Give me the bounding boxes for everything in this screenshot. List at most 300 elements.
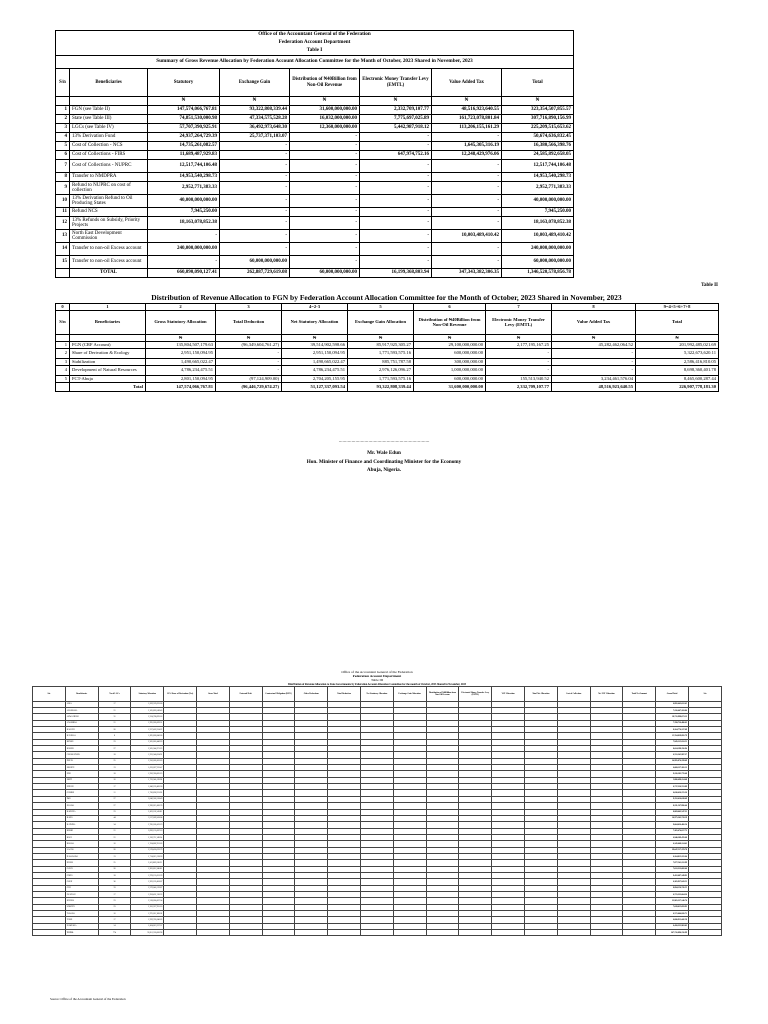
cell-lgc: 16 [98,841,131,847]
row-beneficiary: IMO [65,796,98,802]
cell-blank [393,930,426,936]
table-1-label: Table I [56,47,574,56]
cell-c6: 1,000,000,000.00 [414,366,486,376]
row-beneficiary: Development of Natural Resources [70,366,146,376]
cell-statutory: 2,337,463,914.22 [131,727,164,733]
cell-lgc: 11 [98,790,131,796]
col-header: External Debt [229,686,262,701]
cell-statutory: 2,046,506,318.49 [131,796,164,802]
table-row [56,124,574,133]
cell-lgc: 23 [98,809,131,815]
cell-statutory: 24,937,264,729.39 [148,133,220,142]
currency-cell: ₦ [220,97,290,106]
cell-emtl: 647,974,752.16 [360,151,432,160]
cell-dist: - [290,173,360,182]
cell-grand-total: 6,030,436,155.26 [656,790,689,796]
cell-c2: 2,951,150,094.95 [146,349,216,359]
row-sn: 11 [56,208,70,217]
row-beneficiary: OYO [65,885,98,891]
currency-cell [56,97,70,106]
cell-exchange: - [220,217,290,230]
table-row [56,342,719,349]
col-header: Total Net Amount [623,686,656,701]
cell-grand-total: 6,891,442,012.45 [656,701,689,707]
row-beneficiary: BAUCHI [65,727,98,733]
row-sn: 12 [56,217,70,230]
row-beneficiary: ABIA [65,701,98,707]
total-total: 1,346,520,578,856.78 [502,269,574,278]
col-header: No of LGCs [98,686,131,701]
cell-grand-total: 15,704,829,891.79 [656,733,689,739]
cell-dist: 31,600,000,000.00 [290,106,360,115]
cell-statutory: 1,958,431,210.33 [131,891,164,897]
cell-c8: - [552,366,636,376]
cell-statutory: 14,735,261,082.57 [148,142,220,151]
cell-emtl: 7,775,697,025.89 [360,115,432,124]
cell-lgc: 20 [98,866,131,872]
cell-lgc: 20 [98,847,131,853]
cell-statutory: 1,963,120,458.07 [131,879,164,885]
row-sn: 1 [56,342,70,349]
col-header: Beneficiaries [70,311,146,335]
cell-grand-total: 6,680,911,442.58 [656,917,689,923]
table-row [56,160,574,173]
currency-cell: ₦ [414,335,486,342]
total-sn [56,383,70,392]
cell-dist: 12,360,000,000.00 [290,124,360,133]
row-sn-right [688,930,721,936]
cell-statutory: 1,975,611,308.18 [131,911,164,917]
cell-statutory: 2,390,613,420.70 [131,803,164,809]
cell-statutory: 2,411,063,810.21 [131,860,164,866]
col-sn: S/n [56,69,70,97]
cell-c7: - [486,359,552,366]
cell-blank [492,930,525,936]
cell-lgc: 16 [98,777,131,783]
row-beneficiary: ANAMBRA [65,720,98,726]
cell-statutory: 2,324,768,093.18 [131,714,164,720]
table-3-block [32,670,722,936]
cell-blank [229,930,262,936]
currency-cell: ₦ [146,335,216,342]
row-beneficiary: ADAMAWA [65,708,98,714]
cell-statutory: 74,851,530,000.98 [148,115,220,124]
cell-grand-total: 6,345,008,124.43 [656,841,689,847]
cell-blank [590,930,623,936]
row-beneficiary: GOMBE [65,790,98,796]
col-header: S/n [33,686,66,701]
cell-grand-total: 6,571,004,826.71 [656,911,689,917]
cell-total: 14,953,540,298.73 [502,173,574,182]
total-c9: 226,907,778,181.30 [636,383,719,392]
cell-grand-total: 7,628,015,093.92 [656,904,689,910]
col-header: Value Added Tax [552,311,636,335]
cell-c3: (97,124,909.00) [216,376,282,383]
office-name: Office of the Accountant General of the Federation [56,31,574,40]
cell-vat: - [432,173,502,182]
col-header: Beneficiaries [65,686,98,701]
col-header: S/n [56,311,70,335]
cell-blank [557,930,590,936]
row-beneficiary: YOBE [65,917,98,923]
cell-vat: - [432,182,502,195]
col-header: Cost of Collection [557,686,590,701]
cell-exchange: - [220,173,290,182]
cell-c4: 2,951,150,094.95 [282,349,348,359]
cell-vat: 10,003,489,410.42 [432,230,502,243]
cell-c5: 1,771,593,575.16 [348,376,414,383]
cell-grand-total: 7,945,115,224.51 [656,739,689,745]
table-row [33,930,722,936]
cell-statutory: 2,785,180,413.19 [131,822,164,828]
table-row [56,256,574,269]
cell-c9: 5,322,673,620.11 [636,349,719,359]
cell-dist: - [290,133,360,142]
currency-cell: ₦ [282,335,348,342]
cell-lgc: 14 [98,923,131,929]
cell-grand-total: 6,551,245,987.37 [656,752,689,758]
total-row [56,383,719,392]
cell-lgc: 18 [98,752,131,758]
cell-statutory: 1,926,740,005.25 [131,771,164,777]
cell-statutory: 2,236,662,002.05 [131,758,164,764]
cell-statutory: 2,578,436,076.79 [131,847,164,853]
row-sn: 14 [56,243,70,256]
cell-grand-total: 5,886,498,214.48 [656,777,689,783]
cell-c6: 29,100,000,000.00 [414,342,486,349]
table-1 [55,30,574,278]
col-header: 13% Share of Derivation (Net) [164,686,197,701]
cell-lgc: 774 [98,930,131,936]
cell-exchange: 36,492,973,648.30 [220,124,290,133]
department-name: Federation Account Department [56,39,574,47]
cell-statutory: 1,633,627,913.47 [131,765,164,771]
table-3 [32,686,722,937]
row-sn: 2 [56,115,70,124]
cell-c4: 4,786,234,475.51 [282,366,348,376]
cell-emtl: - [360,173,432,182]
cell-dist: 16,032,000,000.00 [290,115,360,124]
cell-c3: - [216,349,282,359]
currency-cell: ₦ [360,97,432,106]
total-statutory: 660,090,090,127.41 [148,269,220,278]
col-header: Total [636,311,719,335]
col-distribution: Distribution of ₦40Billion from Non-Oil Revenue [290,69,360,97]
total-dist: 60,000,000,000.00 [290,269,360,278]
row-beneficiary: PLATEAU [65,891,98,897]
row-sn: 7 [56,160,70,173]
cell-statutory: 3,217,009,508.64 [131,815,164,821]
index-cell: 7 [486,304,552,311]
total-row [56,269,574,278]
cell-lgc: 21 [98,834,131,840]
cell-grand-total: 8,869,002,547.21 [656,809,689,815]
cell-c4: 2,704,205,155.95 [282,376,348,383]
cell-statutory: 1,864,013,917.57 [131,923,164,929]
row-beneficiary: ENUGU [65,784,98,790]
cell-dist: - [290,182,360,195]
table-row [56,359,719,366]
row-beneficiary: FCT-Abuja [70,376,146,383]
cell-exchange: - [220,142,290,151]
cell-dist: - [290,160,360,173]
cell-statutory: 1,933,548,024.91 [131,752,164,758]
cell-c2: 4,786,234,475.51 [146,366,216,376]
currency-cell: ₦ [216,335,282,342]
row-beneficiary: Stabilization [70,359,146,366]
cell-statutory: 1,714,015,218.36 [131,853,164,859]
row-beneficiary: LAGOS [65,847,98,853]
col-header: Other Deductions [295,686,328,701]
total-c4: 51,127,337,093.54 [282,383,348,392]
table-2 [55,303,719,392]
table-row [56,208,574,217]
cell-grand-total: 6,305,927,843.51 [656,879,689,885]
cell-total: 2,952,771,383.33 [502,182,574,195]
table-row [56,142,574,151]
cell-grand-total: 7,877,541,212.99 [656,860,689,866]
cell-grand-total: 6,940,389,470.08 [656,834,689,840]
cell-lgc: 25 [98,758,131,764]
row-beneficiary: BENUE [65,739,98,745]
cell-grand-total: 6,715,223,004.26 [656,891,689,897]
table-3-office: Office of the Accountant General of the Federation [341,670,413,674]
total-vat: 347,343,382,306.35 [432,269,502,278]
cell-exchange: 25,737,371,103.07 [220,133,290,142]
cell-emtl: - [360,182,432,195]
table-row [56,349,719,359]
row-beneficiary: State (see Table III) [70,115,148,124]
total-c7: 2,332,709,107.77 [486,383,552,392]
cell-vat: 113,206,155,161.29 [432,124,502,133]
cell-grand-total: 9,004,026,466.54 [656,822,689,828]
cell-c9: 2,586,416,810.05 [636,359,719,366]
row-beneficiary: Cost of Collections - FIRS [70,151,148,160]
col-header: Net VAT Allocation [590,686,623,701]
cell-vat: - [432,160,502,173]
cell-c6: 600,000,000.00 [414,376,486,383]
cell-lgc: 21 [98,828,131,834]
row-sn: 9 [56,182,70,195]
cell-c9: 8,465,600,287.44 [636,376,719,383]
currency-cell: ₦ [290,97,360,106]
row-beneficiary: Cost of Collection - NCS [70,142,148,151]
col-emtl: Electronic Money Transfer Levy (EMTL) [360,69,432,97]
cell-statutory: 12,517,744,106.48 [148,160,220,173]
row-beneficiary: North East Development Commission [70,230,148,243]
cell-total: 10,003,489,410.42 [502,230,574,243]
total-c3: (96,446,729,674.27) [216,383,282,392]
cell-emtl: - [360,230,432,243]
table-row [56,106,574,115]
cell-vat: - [432,195,502,208]
table-row [56,115,574,124]
index-cell: 8 [552,304,636,311]
row-beneficiary: FGN (see Table II) [70,106,148,115]
cell-grand-total: 7,305,474,617.72 [656,828,689,834]
cell-lgc: 25 [98,860,131,866]
cell-c9: 201,992,485,021.69 [636,342,719,349]
cell-exchange: - [220,230,290,243]
index-cell: 3 [216,304,282,311]
cell-total: 225,209,515,653.62 [502,124,574,133]
row-sn: 1 [56,106,70,115]
col-header: Total Net Allocation [524,686,557,701]
index-cell: 5 [348,304,414,311]
index-cell: 2 [146,304,216,311]
cell-total: 24,585,892,658.05 [502,151,574,160]
table-row [56,173,574,182]
col-header: Electronic Money Transfer Levy (EMTL) [486,311,552,335]
cell-total: 7,945,250.00 [502,208,574,217]
row-beneficiary: Share of Derivation & Ecology [70,349,146,359]
row-sn: 15 [56,256,70,269]
table-row [56,230,574,243]
cell-statutory: 1,939,703,640.63 [131,917,164,923]
cell-lgc: 20 [98,727,131,733]
cell-dist: - [290,217,360,230]
row-beneficiary: KANO [65,815,98,821]
row-beneficiary: FGN (CRF Account) [70,342,146,349]
cell-blank [360,930,393,936]
row-beneficiary: Cost of Collections - NUPRC [70,160,148,173]
cell-statutory: 2,181,327,955.10 [131,904,164,910]
row-beneficiary: AKWA IBOM [65,714,98,720]
cell-lgc: 13 [98,853,131,859]
cell-statutory: 2,379,040,219.87 [131,885,164,891]
total-label: Total [70,383,146,392]
cell-lgc: 23 [98,904,131,910]
currency-cell: ₦ [636,335,719,342]
cell-c7: 2,177,195,167.25 [486,342,552,349]
col-beneficiaries: Beneficiaries [70,69,148,97]
row-beneficiary: 13% Refunds on Subsidy, Priority Projects [70,217,148,230]
cell-statutory: 2,365,344,971.23 [131,746,164,752]
col-header: Gross Statutory Allocation [146,311,216,335]
table-row [56,217,574,230]
cell-statutory: 147,574,066,767.81 [148,106,220,115]
row-beneficiary: OGUN [65,866,98,872]
total-c8: 48,516,923,640.55 [552,383,636,392]
cell-dist: - [290,230,360,243]
currency-cell: ₦ [432,97,502,106]
cell-lgc: 17 [98,891,131,897]
row-sn: 5 [56,376,70,383]
cell-statutory: 14,953,540,298.73 [148,173,220,182]
cell-statutory: 18,163,078,852.38 [148,217,220,230]
cell-emtl: - [360,243,432,256]
index-cell: 6 [414,304,486,311]
cell-total: 240,000,000,000.00 [502,243,574,256]
row-sn: 3 [56,124,70,133]
cell-c2: 135,804,507,179.63 [146,342,216,349]
cell-blank [328,930,361,936]
row-beneficiary: BAYELSA [65,733,98,739]
row-beneficiary: KWARA [65,841,98,847]
signature-line: ...................................................................... [338,438,430,444]
col-header: Gross Total [196,686,229,701]
index-cell: 1 [70,304,146,311]
cell-emtl: - [360,142,432,151]
cell-c2: 2,801,150,094.95 [146,376,216,383]
cell-blank [459,930,492,936]
row-beneficiary: OSUN [65,879,98,885]
currency-cell: ₦ [552,335,636,342]
col-header: Distribution of ₦40Billion from Non-Oil Revenue [426,686,459,701]
cell-blank [524,930,557,936]
table-2-label: Table II [701,283,718,288]
cell-dist: - [290,151,360,160]
row-beneficiary: Refund to NUPRC on cost of collection [70,182,148,195]
total-label: TOTAL [70,269,148,278]
cell-grand-total: 7,216,407,183.86 [656,708,689,714]
table-3-department: Federation Account Department [352,674,402,679]
row-beneficiary: TOTAL [65,930,98,936]
cell-grand-total: 10,975,203,718.19 [656,815,689,821]
cell-exchange: 47,334,575,528.28 [220,115,290,124]
row-sn: 4 [56,366,70,376]
col-header: S/n [688,686,721,701]
cell-grand-total: 24,995,870,199.09 [656,758,689,764]
row-beneficiary: KADUNA [65,809,98,815]
cell-emtl: - [360,208,432,217]
row-beneficiary: LGCs (see Table IV) [70,124,148,133]
cell-dist: - [290,208,360,217]
row-beneficiary: KOGI [65,834,98,840]
col-header: Electronic Money Transfer Levy (EMTL) [459,686,492,701]
cell-blank [164,930,197,936]
col-header: Exchange Gain Allocation [348,311,414,335]
currency-cell: ₦ [348,335,414,342]
currency-cell [56,335,70,342]
cell-statutory: 1,720,838,911.36 [131,790,164,796]
total-c6: 31,600,000,000.00 [414,383,486,392]
cell-c4: 39,514,902,598.66 [282,342,348,349]
table-row [56,151,574,160]
cell-statutory: 1,723,540,119.28 [131,777,164,783]
cell-statutory: 7,945,250.00 [148,208,220,217]
row-beneficiary: JIGAWA [65,803,98,809]
total-sn [56,269,70,278]
source-note [50,997,126,1001]
table-row [56,376,719,383]
row-sn: 6 [56,151,70,160]
col-header: Net Statutory Allocation [360,686,393,701]
cell-statutory: - [148,256,220,269]
table-1-title: Summary of Gross Revenue Allocation by Federation Account Allocation Committee for the Month of October, 2023 Shared in November, 2023 [56,56,574,69]
signatory-title: Hon. Minister of Finance and Coordinating Minister for the Economy [306,459,462,465]
cell-exchange: - [220,195,290,208]
col-header: Contractual Obligation (ISPO) [262,686,295,701]
cell-grand-total: 9,352,416,038.49 [656,796,689,802]
cell-statutory: 1,995,286,669.51 [131,720,164,726]
cell-grand-total: 6,164,815,221.64 [656,853,689,859]
cell-grand-total: 8,894,150,726.55 [656,885,689,891]
cell-c3: - [216,366,282,376]
index-cell: 4=2-3 [282,304,348,311]
row-sn: 4 [56,133,70,142]
cell-total: 40,000,000,000.00 [502,195,574,208]
cell-c8: 3,234,461,576.04 [552,376,636,383]
cell-grand-total: 9,226,383,770.48 [656,771,689,777]
row-beneficiary: SOKOTO [65,904,98,910]
currency-cell: ₦ [502,97,574,106]
cell-vat: - [432,217,502,230]
table-row [56,195,574,208]
row-sn: 8 [56,173,70,182]
col-header: VAT Allocation [492,686,525,701]
cell-emtl: 2,332,709,107.77 [360,106,432,115]
